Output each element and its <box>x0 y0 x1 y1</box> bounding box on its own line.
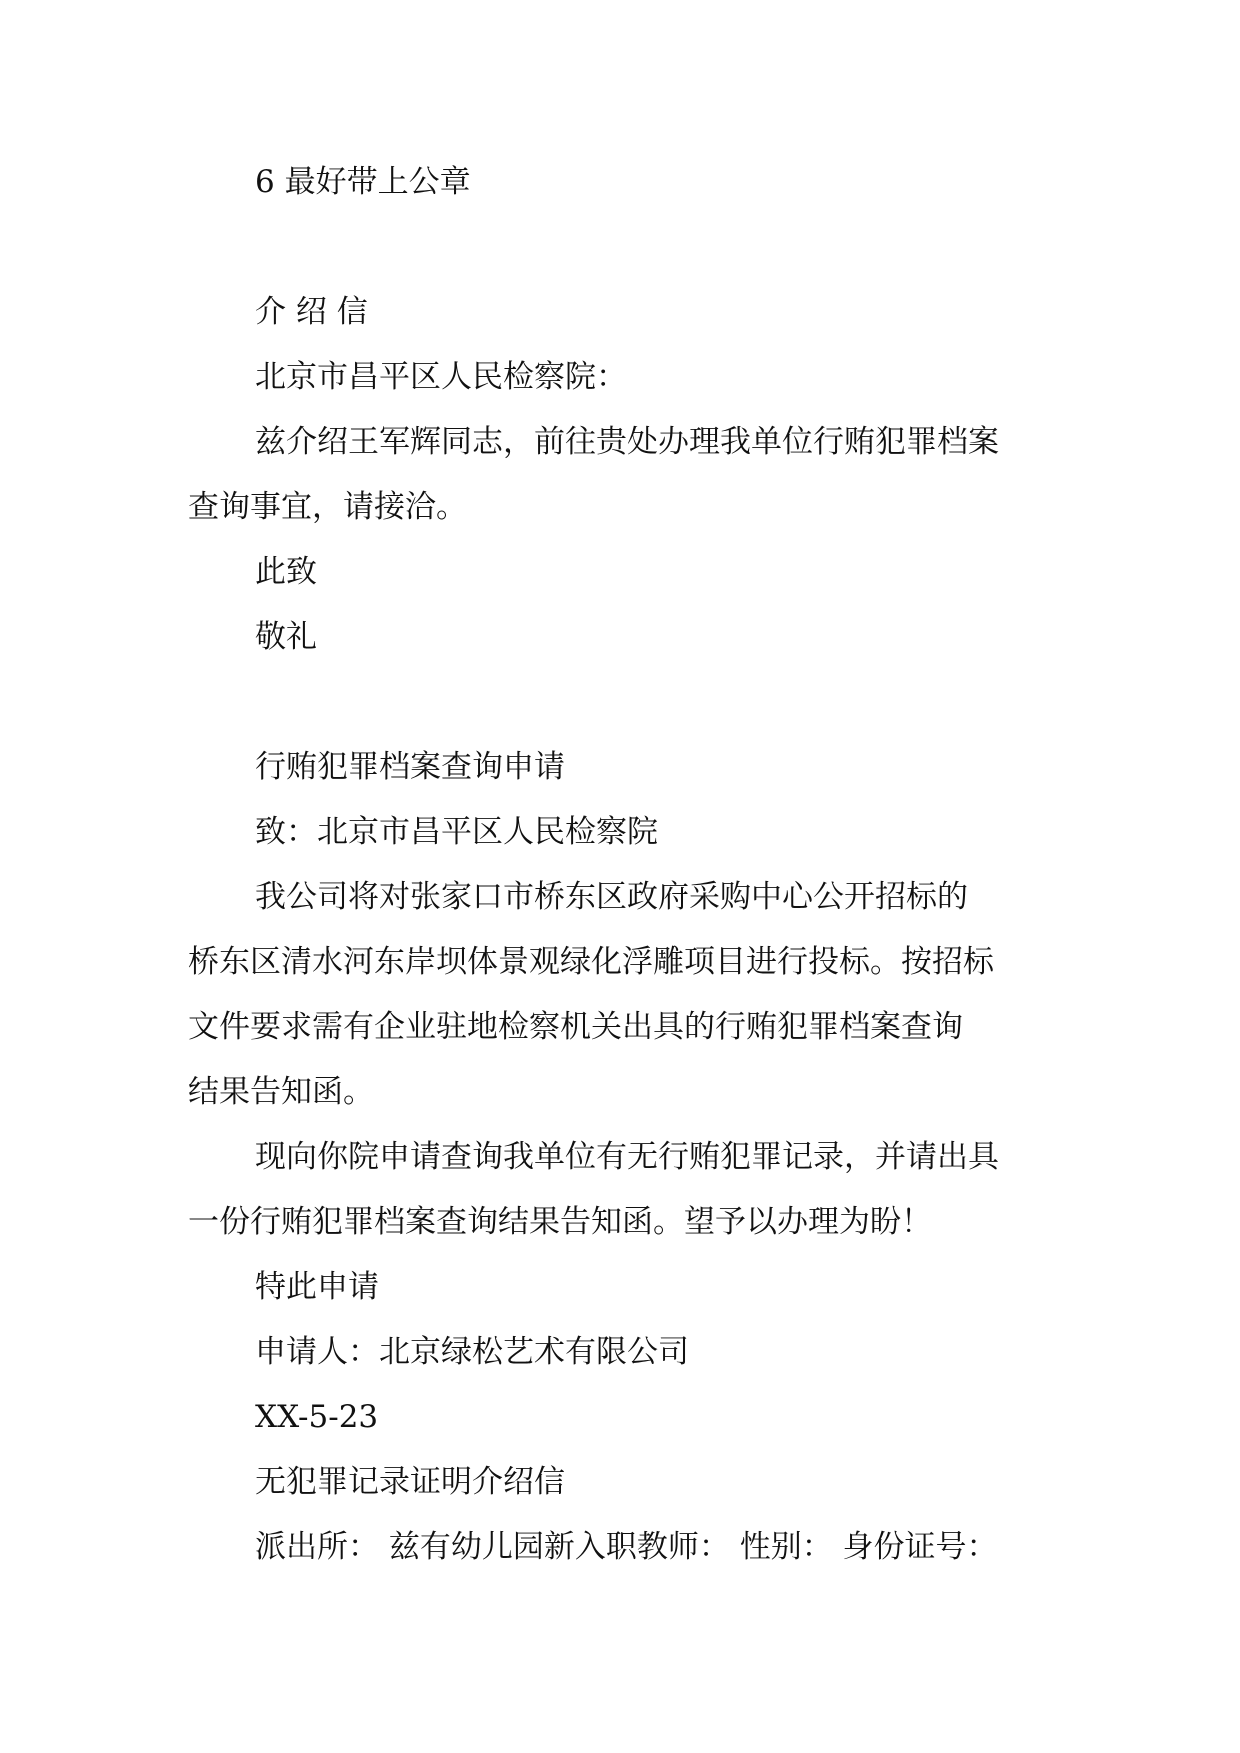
application-title: 行贿犯罪档案查询申请 <box>255 749 565 785</box>
letter-closing: 此致 <box>255 554 317 590</box>
letter-body-line: 查询事宜，请接洽。 <box>188 489 467 525</box>
section-title: 无犯罪记录证明介绍信 <box>255 1464 565 1500</box>
letter-title: 介 绍 信 <box>255 294 368 330</box>
application-closing: 特此申请 <box>255 1269 379 1305</box>
application-body-line: 文件要求需有企业驻地检察机关出具的行贿犯罪档案查询 <box>188 1009 963 1045</box>
letter-recipient: 北京市昌平区人民检察院： <box>255 359 627 395</box>
letter-body-line: 兹介绍王军辉同志，前往贵处办理我单位行贿犯罪档案 <box>255 424 999 460</box>
application-body-line: 一份行贿犯罪档案查询结果告知函。望予以办理为盼！ <box>188 1204 932 1240</box>
application-body-line: 现向你院申请查询我单位有无行贿犯罪记录，并请出具 <box>255 1139 999 1175</box>
application-body-line: 桥东区清水河东岸坝体景观绿化浮雕项目进行投标。按招标 <box>188 944 994 980</box>
application-body-line: 结果告知函。 <box>188 1074 374 1110</box>
application-recipient: 致：北京市昌平区人民检察院 <box>255 814 658 850</box>
letter-closing: 敬礼 <box>255 619 317 655</box>
note-line: 6 最好带上公章 <box>255 164 471 200</box>
applicant-line: 申请人：北京绿松艺术有限公司 <box>255 1334 689 1370</box>
form-line: 派出所： 兹有幼儿园新入职教师： 性别： 身份证号： <box>255 1529 998 1565</box>
date-line: XX-5-23 <box>255 1399 379 1435</box>
application-body-line: 我公司将对张家口市桥东区政府采购中心公开招标的 <box>255 879 968 915</box>
